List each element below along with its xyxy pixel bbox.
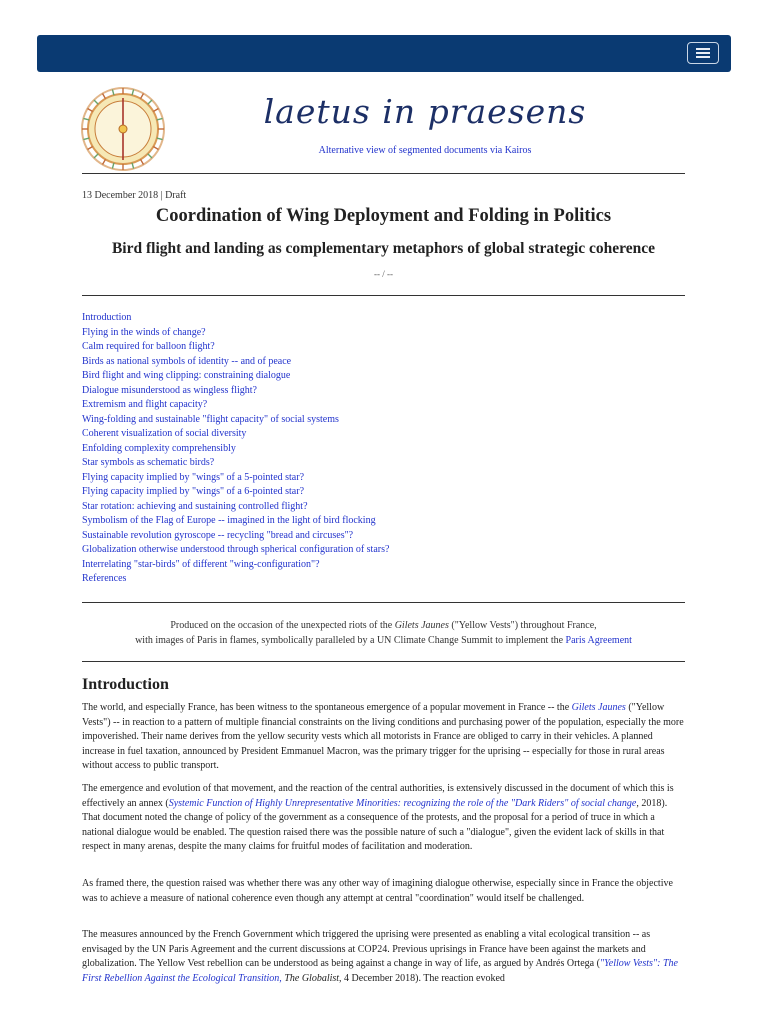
gilets-jaunes-link[interactable]: Gilets Jaunes <box>571 702 626 713</box>
production-note: Produced on the occasion of the unexpected riots of the Gilets Jaunes ("Yellow Vests") throughout France, with images of Paris in flames, symbolically paralleled by a UN Climate Change Summit to implement the Paris Agreement <box>135 620 632 646</box>
toc-link[interactable]: Interrelating "star-birds" of different "wing-configuration"? <box>82 558 320 570</box>
toc-link[interactable]: Coherent visualization of social diversity <box>82 428 247 439</box>
toc-link[interactable]: Introduction <box>82 312 132 323</box>
toc-link[interactable]: Birds as national symbols of identity -- and of peace <box>82 355 292 367</box>
document-title: Coordination of Wing Deployment and Folding in Politics <box>155 206 612 226</box>
toc-link[interactable]: Dialogue misunderstood as wingless flight? <box>82 384 257 396</box>
divider <box>82 602 685 603</box>
body-paragraph: As framed there, the question raised was whether there was any other way of imagining dialogue otherwise, especially since in France the objective was to achieve a measure of national coherence even though any attempt at central "coordination" would itself be challenged. <box>82 878 673 904</box>
toc-link[interactable]: Flying capacity implied by "wings" of a 5-pointed star? <box>82 471 305 483</box>
body-paragraph: The measures announced by the French Government which triggered the uprising were presented as enabling a vital ecological transition -- as envisaged by the UN Paris Agreement and the current discussions at COP24. Previous uprisings in France have been against the markets and globalization. The Yellow Vest rebellion can be understood as being against a change in way of life, as argued by Andrés Ortega ("Yellow Vests": The First Rebellion Against the Ecological Transition, The Globalist, 4 December 2018). The reaction evoked <box>82 929 678 984</box>
toc-link[interactable]: Flying capacity implied by "wings" of a 6-pointed star? <box>82 486 305 497</box>
page-navigation: -- / -- <box>374 269 393 279</box>
toc-link[interactable]: Wing-folding and sustainable "flight capacity" of social systems <box>82 413 339 425</box>
divider <box>82 661 685 662</box>
annex-document-link[interactable]: Systemic Function of Highly Unrepresentative Minorities: recognizing the role of the "Dark Riders" of social change <box>168 797 637 809</box>
top-navbar <box>37 35 731 72</box>
table-of-contents <box>82 311 389 587</box>
site-title: laetus in praesens <box>263 92 587 131</box>
toc-link[interactable]: Sustainable revolution gyroscope -- recycling "bread and circuses"? <box>82 529 354 541</box>
toc-link[interactable]: References <box>82 573 127 584</box>
toc-link[interactable]: Globalization otherwise understood through spherical configuration of stars? <box>82 544 390 555</box>
toc-link[interactable]: Symbolism of the Flag of Europe -- imagined in the light of bird flocking <box>82 515 376 526</box>
toc-link[interactable]: Extremism and flight capacity? <box>82 399 208 410</box>
document-subtitle: Bird flight and landing as complementary metaphors of global strategic coherence <box>111 240 656 257</box>
globalist-article-link[interactable]: "Yellow Vests": The First Rebellion Against the Ecological Transition, <box>82 958 678 984</box>
toc-link[interactable]: Flying in the winds of change? <box>82 326 206 338</box>
toc-link[interactable]: Star symbols as schematic birds? <box>82 457 215 468</box>
body-paragraph: The world, and especially France, has been witness to the spontaneous emergence of a popular movement in France -- the Gilets Jaunes ("Yellow Vests") -- in reaction to a pattern of multiple financial constraints on the living conditions and purchasing power of the population, especially the more impoverished. Their name derives from the yellow security vests which all motorists in France are obliged to carry in their vehicles. A planned increase in fuel taxation, announced by President Emmanuel Macron, was the primary trigger for the uprising -- especially for those in rural areas without access to public transport. <box>82 702 684 771</box>
sun-emblem-icon <box>80 86 166 172</box>
divider <box>82 173 685 174</box>
divider <box>82 295 685 296</box>
toc-link[interactable]: Enfolding complexity comprehensibly <box>82 442 236 454</box>
toc-link[interactable]: Bird flight and wing clipping: constraining dialogue <box>82 370 291 381</box>
toc-link[interactable]: Calm required for balloon flight? <box>82 341 215 352</box>
document-date-status: 13 December 2018 | Draft <box>82 190 187 201</box>
section-heading: Introduction <box>82 676 169 693</box>
paris-agreement-link[interactable]: Paris Agreement <box>565 635 632 646</box>
hamburger-menu-icon[interactable] <box>687 42 719 64</box>
body-paragraph: The emergence and evolution of that movement, and the reaction of the central authorities, is extensively discussed in the document of which this is effectively an annex (Systemic Function of Highly Unrepresentative Minorities: recognizing the role of the "Dark Riders" of social change, 2018). That document noted the change of policy of the government as a consequence of the protests, and the proposal for a period of truce in which a national dialogue would be enabled. The question raised there was the possible nature of such a "dialogue", given the evident lack of skills in that respect in many arenas, despite the many claims for fruitful modes of facilitation and moderation. <box>82 783 674 852</box>
toc-link[interactable]: Star rotation: achieving and sustaining controlled flight? <box>82 500 308 512</box>
kairos-view-link[interactable]: Alternative view of segmented documents via Kairos <box>318 145 532 156</box>
